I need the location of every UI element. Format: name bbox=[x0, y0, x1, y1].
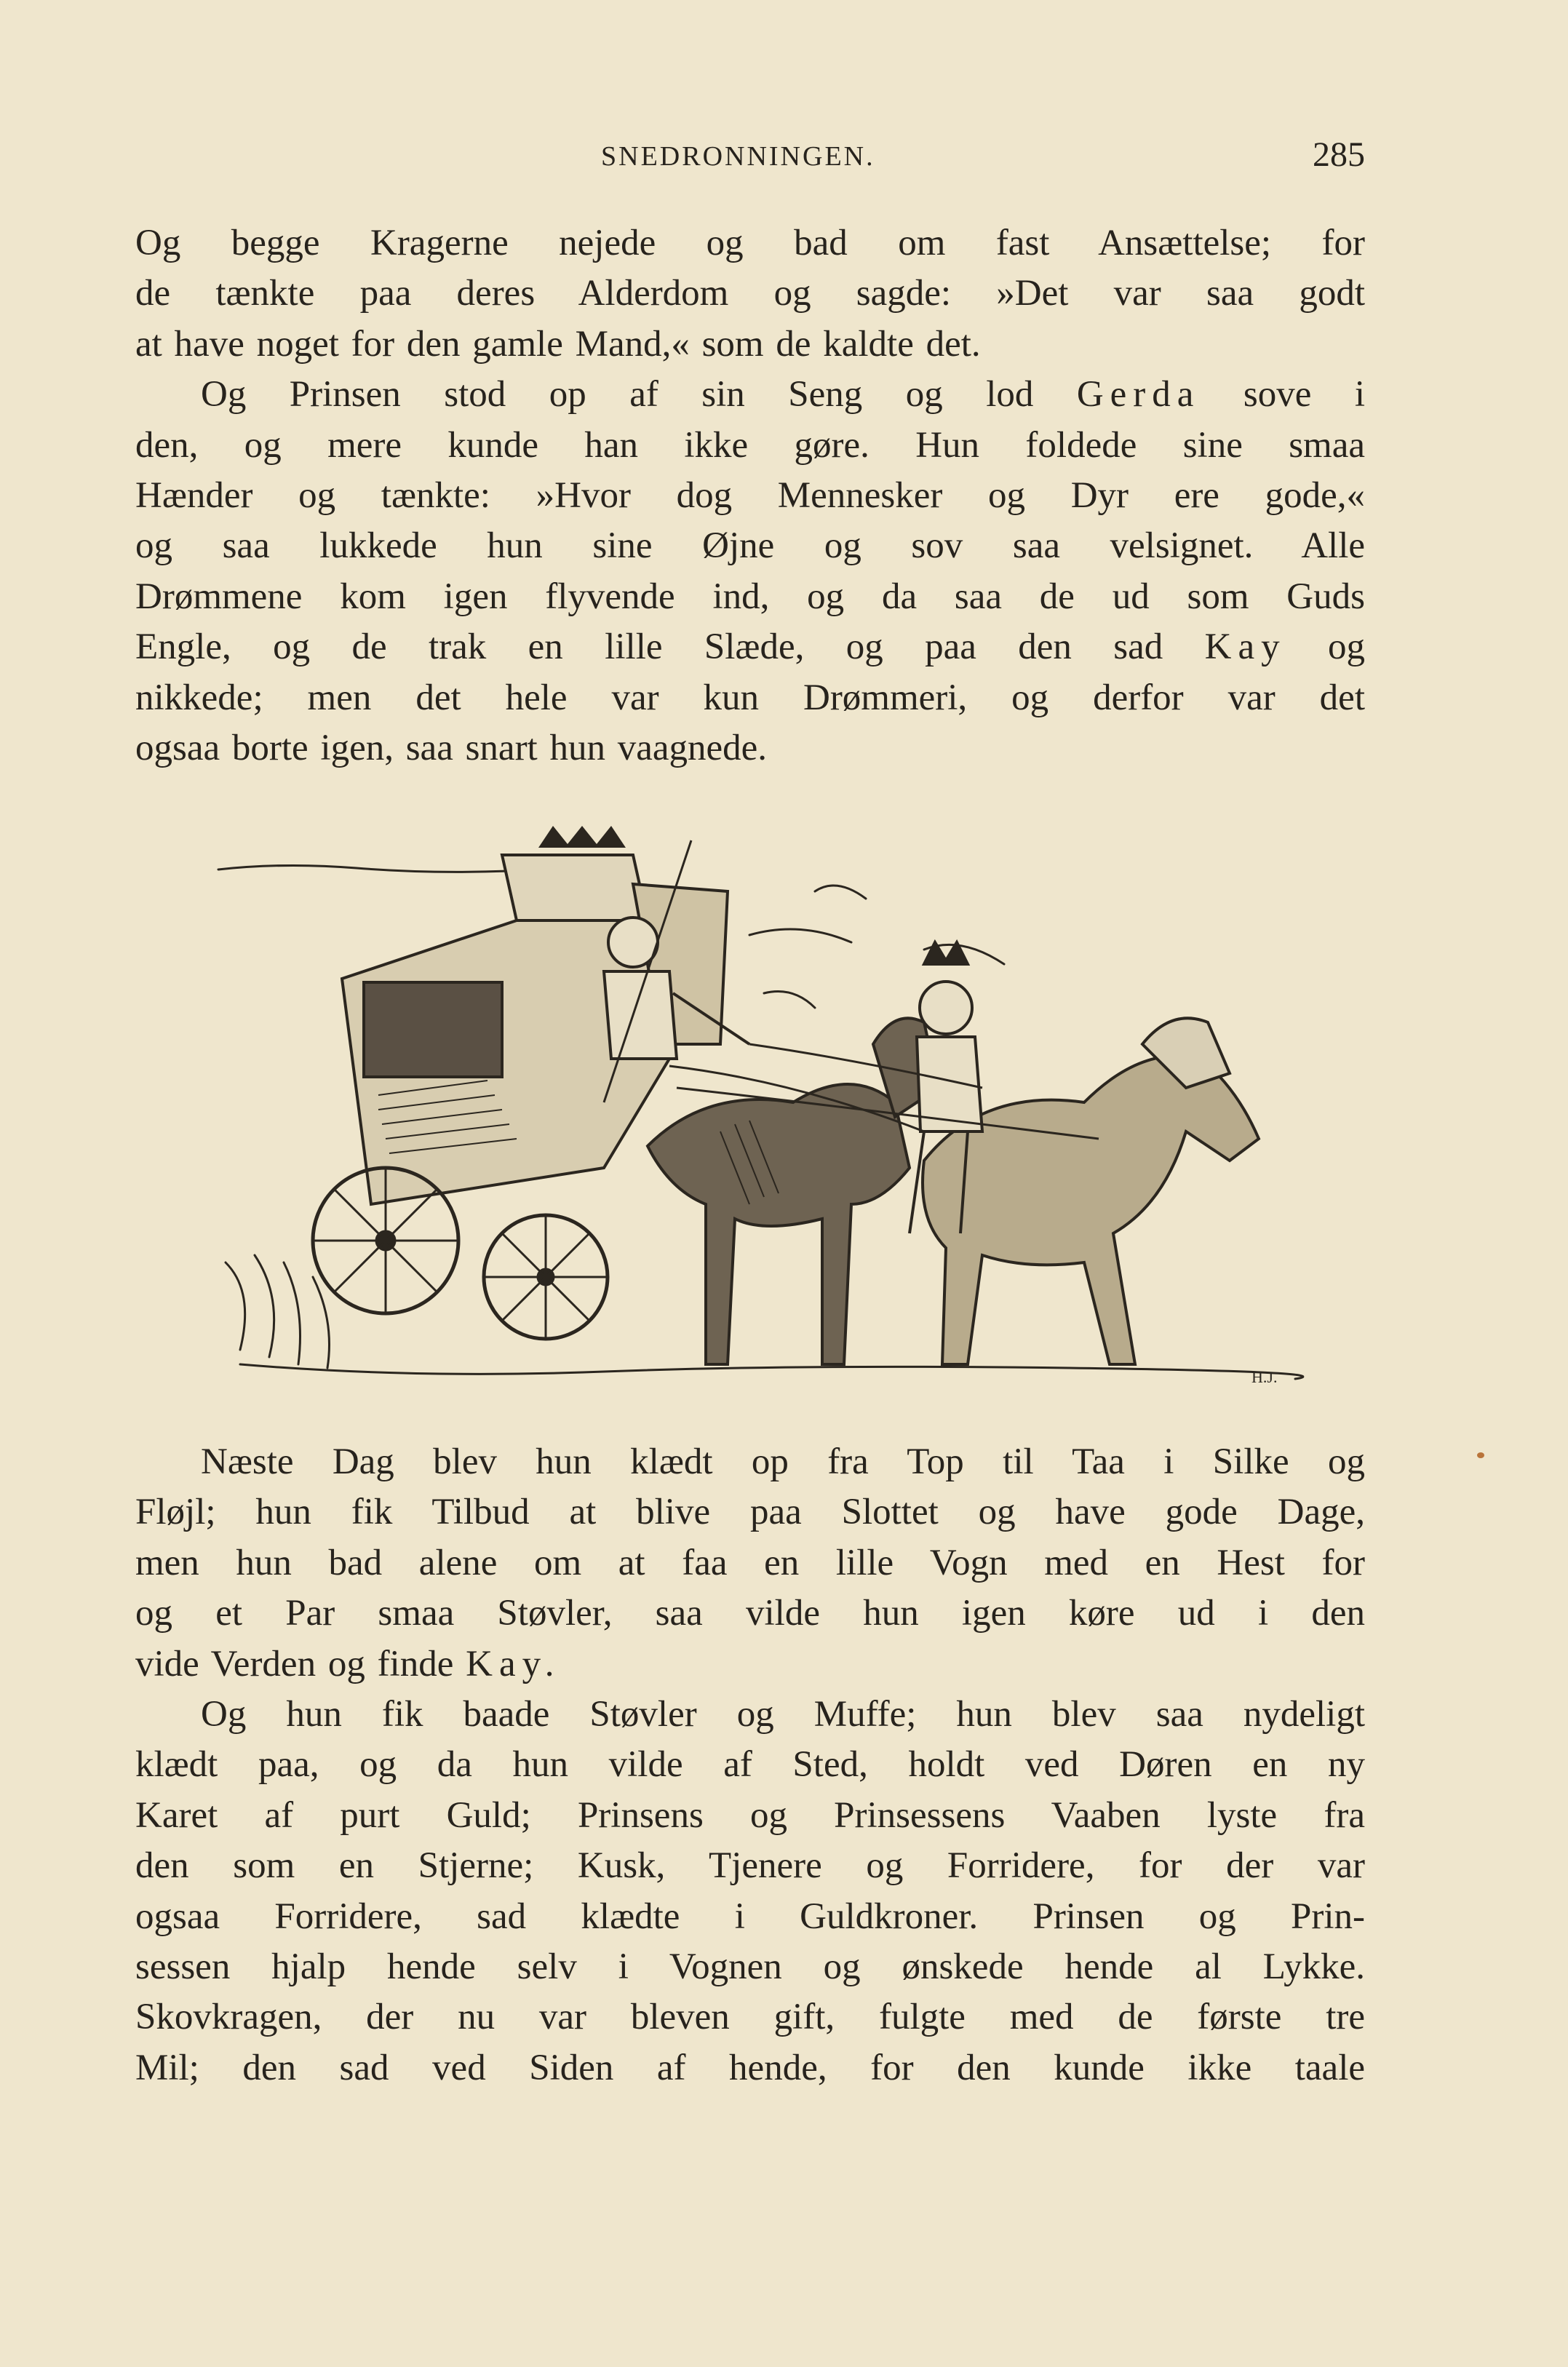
text-line: Og hun fik baade Støvler og Muffe; hun blev saa nydeligt bbox=[201, 1693, 1365, 1735]
text-line: klædt paa, og da hun vilde af Sted, holdt ved Døren en ny bbox=[135, 1744, 1365, 1786]
text-fragment: og bbox=[1328, 626, 1366, 668]
text-line: Drømmene kom igen flyvende ind, og da saa de ud som Guds bbox=[135, 576, 1365, 617]
text-line bbox=[135, 370, 1365, 420]
text-fragment: Og Prinsen stod op af sin Seng og lod bbox=[201, 374, 1034, 415]
text-line: Karet af purt Guld; Prinsens og Prinsessens Vaaben lyste fra bbox=[135, 1794, 1365, 1836]
text-line: ogsaa Forridere, sad klædte i Guldkroner. Prinsen og Prin- bbox=[135, 1895, 1365, 1937]
text-fragment: sove i bbox=[1243, 374, 1366, 415]
text-line: Næste Dag blev hun klædt op fra Top til Taa i Silke og bbox=[201, 1441, 1365, 1482]
bottom-text-block bbox=[135, 1437, 1365, 2093]
name-kay: Kay bbox=[1204, 626, 1286, 668]
text-line: Skovkragen, der nu var bleven gift, fulgte med de første tre bbox=[135, 1997, 1365, 2038]
text-line bbox=[135, 1639, 1365, 1690]
text-line: nikkede; men det hele var kun Drømmeri, og derfor var det bbox=[135, 677, 1365, 718]
text-line: den, og mere kunde han ikke gøre. Hun foldede sine smaa bbox=[135, 424, 1365, 466]
text-line: Og begge Kragerne nejede og bad om fast Ansættelse; for bbox=[135, 223, 1365, 263]
text-line: at have noget for den gamle Mand,« som de kaldte det. bbox=[135, 323, 981, 365]
carriage-engraving bbox=[196, 826, 1310, 1393]
carriage-illustration bbox=[196, 826, 1310, 1393]
text-line: Hænder og tænkte: »Hvor dog Mennesker og Dyr ere gode,« bbox=[135, 474, 1365, 516]
top-text-block bbox=[135, 218, 1365, 773]
text-fragment: Engle, og de trak en lille Slæde, og paa den sad bbox=[135, 626, 1163, 668]
text-line: sessen hjalp hende selv i Vognen og ønskede hende al Lykke. bbox=[135, 1946, 1365, 1987]
stray-ink-mark bbox=[1477, 1452, 1484, 1458]
text-line: ogsaa borte igen, saa snart hun vaagnede. bbox=[135, 727, 768, 768]
text-fragment: vide Verden og finde bbox=[135, 1643, 454, 1684]
text-line: men hun bad alene om at faa en lille Vogn med en Hest for bbox=[135, 1542, 1365, 1583]
running-head bbox=[135, 135, 1365, 178]
text-line: og et Par smaa Støvler, saa vilde hun igen køre ud i den bbox=[135, 1593, 1365, 1634]
page-number: 285 bbox=[1313, 135, 1365, 174]
text-line: og saa lukkede hun sine Øjne og sov saa velsignet. Alle bbox=[135, 525, 1365, 567]
text-line bbox=[135, 622, 1365, 672]
text-line: de tænkte paa deres Alderdom og sagde: »Det var saa godt bbox=[135, 273, 1365, 314]
text-line: den som en Stjerne; Kusk, Tjenere og Forridere, for der var bbox=[135, 1845, 1365, 1887]
name-gerda: Gerda bbox=[1076, 374, 1201, 415]
running-title: SNEDRONNINGEN. bbox=[601, 141, 875, 172]
name-kay: Kay. bbox=[466, 1643, 561, 1684]
illustration-signature: H.J. bbox=[1251, 1368, 1278, 1386]
text-line: Mil; den sad ved Siden af hende, for den kunde ikke taale bbox=[135, 2047, 1365, 2088]
text-line: Fløjl; hun fik Tilbud at blive paa Slottet og have gode Dage, bbox=[135, 1492, 1365, 1533]
